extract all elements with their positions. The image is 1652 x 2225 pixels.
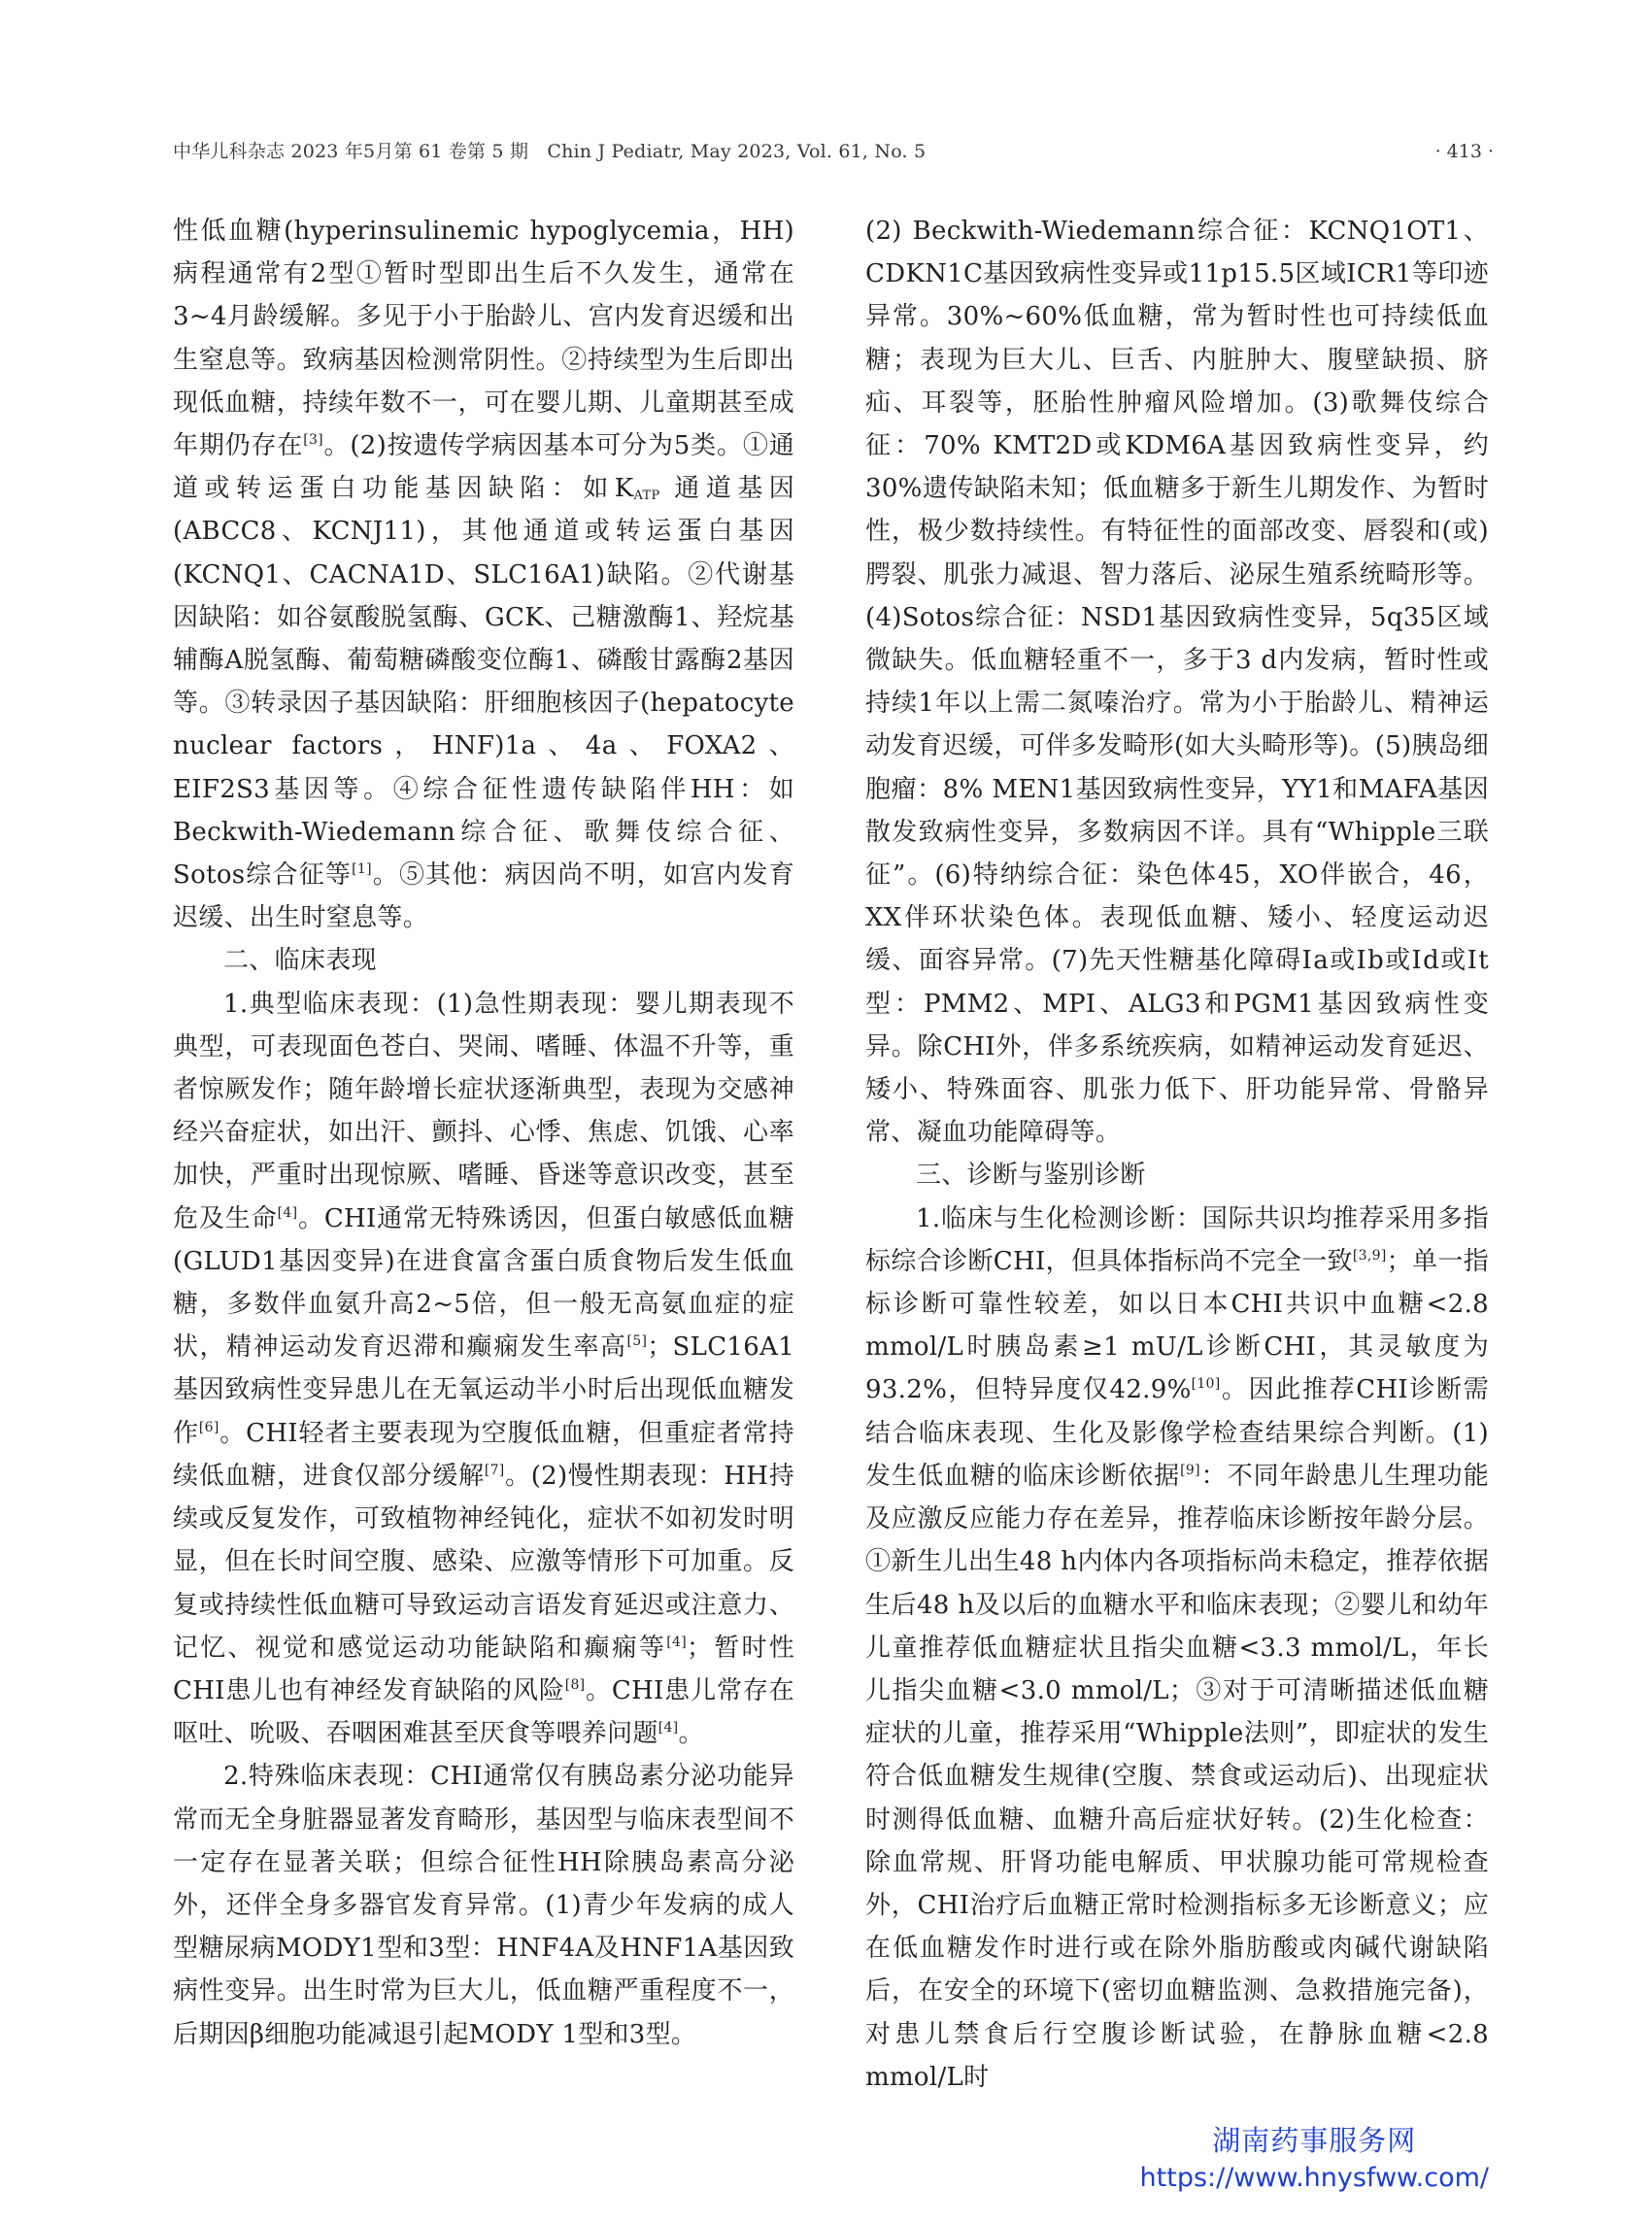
citation: [6] [198, 1419, 219, 1435]
journal-citation: 中华儿科杂志 2023 年5月第 61 卷第 5 期 Chin J Pediatr, May 2023, Vol. 61, No. 5 [173, 141, 927, 162]
section-heading-diagnosis: 三、诊断与鉴别诊断 [916, 1161, 1146, 1191]
text-run: ；单一指标诊断可靠性较差，如以日本CHI共识中血糖<2.8 mmol/L时胰岛素≥1 mU/L诊断CHI，其灵敏度为93.2%，但特异度仅42.9% [865, 1246, 1490, 1405]
citation: [3] [303, 432, 323, 449]
text-run: 。CHI通常无特殊诱因，但蛋白敏感低血糖(GLUD1基因变异)在进食富含蛋白质食物后发生低血糖，多数伴血氨升高2~5倍，但一般无高氨血症的症状，精神运动发育迟滞和癫痫发生率高 [173, 1203, 794, 1363]
text-run: 通道基因(ABCC8、KCNJ11)，其他通道或转运蛋白基因(KCNQ1、CACNA1D、SLC16A1)缺陷。②代谢基因缺陷：如谷氨酸脱氢酶、GCK、己糖激酶1、羟烷基辅酶A脱氢酶、葡萄糖磷酸变位酶1、磷酸甘露酶2基因等。③转录因子基因缺陷：肝细胞核因子(hepatocyte nuclear factors，HNF)1a、4a、FOXA2、EIF2S3基因等。④综合征性遗传缺陷伴HH：如Beckwith-Wiedemann综合征、歌舞伎综合征、Sotos综合征等 [173, 474, 794, 891]
citation: [7] [484, 1462, 505, 1478]
citation: [3,9] [1352, 1247, 1387, 1264]
citation: [9] [1180, 1462, 1200, 1478]
paragraph-typical-presentation [173, 983, 794, 1756]
text-run: ；暂时性CHI患儿也有神经发育缺陷的风险 [173, 1633, 794, 1705]
left-column [173, 210, 794, 2056]
paragraph-hh-classification [173, 210, 794, 939]
text-run: 。⑤其他：病因尚不明，如宫内发育迟缓、出生时窒息等。 [173, 860, 795, 933]
watermark-url[interactable]: https://www.hnysfww.com/ [1139, 2163, 1489, 2193]
text-run: 1.临床与生化检测诊断：国际共识均推荐采用多指标综合诊断CHI，但具体指标尚不完全一致 [865, 1203, 1489, 1276]
right-column [865, 210, 1489, 2099]
paragraph-diagnosis [865, 1197, 1489, 2099]
text-run: ；SLC16A1基因致病性变异患儿在无氧运动半小时后出现低血糖发作 [173, 1332, 794, 1448]
citation: [5] [626, 1333, 648, 1350]
paragraph-syndromes: (2) Beckwith-Wiedemann综合征：KCNQ1OT1、CDKN1C基因致病性变异或11p15.5区域ICR1等印迹异常。30%~60%低血糖，常为暂时性也可持续低血糖；表现为巨大儿、巨舌、内脏肿大、腹壁缺损、脐疝、耳裂等，胚胎性肿瘤风险增加。(3)歌舞伎综合征：70% KMT2D或KDM6A基因致病性变异，约30%遗传缺陷未知；低血糖多于新生儿期发作、为暂时性，极少数持续性。有特征性的面部改变、唇裂和(或)腭裂、肌张力减退、智力落后、泌尿生殖系统畸形等。(4)Sotos综合征：NSD1基因致病性变异，5q35区域微缺失。低血糖轻重不一，多于3 d内发病，暂时性或持续1年以上需二氮嗪治疗。常为小于胎龄儿、精神运动发育迟缓，可伴多发畸形(如大头畸形等)。(5)胰岛细胞瘤：8% MEN1基因致病性变异，YY1和MAFA基因散发致病性变异，多数病因不详。具有“Whipple三联征”。(6)特纳综合征：染色体45，XO伴嵌合，46，XX伴环状染色体。表现低血糖、矮小、轻度运动迟缓、面容异常。(7)先天性糖基化障碍Ⅰa或Ⅰb或Ⅰd或Ⅰt型：PMM2、MPI、ALG3和PGM1基因致病性变异。除CHI外，伴多系统疾病，如精神运动发育延迟、矮小、特殊面容、肌张力低下、肝功能异常、骨骼异常、凝血功能障碍等。 [865, 217, 1489, 1148]
text-run: 。(2)慢性期表现：HH持续或反复发作，可致植物神经钝化，症状不如初发时明显，但在长时间空腹、感染、应激等情形下可加重。反复或持续性低血糖可导致运动言语发育延迟或注意力、记忆、视觉和感觉运动功能缺陷和癫痫等 [173, 1461, 794, 1663]
citation: [10] [1191, 1376, 1221, 1393]
page-number: · 413 · [1434, 141, 1494, 162]
text-run: 。因此推荐CHI诊断需结合临床表现、生化及影像学检查结果综合判断。(1)发生低血糖的临床诊断依据 [865, 1375, 1489, 1491]
text-run: ：不同年龄患儿生理功能及应激反应能力存在差异，推荐临床诊断按年龄分层。①新生儿出生48 h内体内各项指标尚未稳定，推荐依据生后48 h及以后的血糖水平和临床表现；②婴儿和幼年儿童推荐低血糖症状且指尖血糖<3.3 mmol/L，年长儿指尖血糖<3.0 mmol/L；③对于可清晰描述低血糖症状的儿童，推荐采用“Whipple法则”，即症状的发生符合低血糖发生规律(空腹、禁食或运动后)、出现症状时测得低血糖、血糖升高后症状好转。(2)生化检查：除血常规、肝肾功能电解质、甲状腺功能可常规检查外，CHI治疗后血糖正常时检测指标多无诊断意义；应在低血糖发作时进行或在除外脂肪酸或肉碱代谢缺陷后，在安全的环境下(密切血糖监测、急救措施完备)，对患儿禁食后行空腹诊断试验，在静脉血糖<2.8 mmol/L时 [865, 1461, 1489, 2092]
text-run: 。(2)按遗传学病因基本可分为5类。①通道或转运蛋白功能基因缺陷：如K [173, 431, 794, 504]
text-run: 。CHI轻者主要表现为空腹低血糖，但重症者常持续低血糖，进食仅部分缓解 [173, 1418, 794, 1491]
section-heading-clinical: 二、临床表现 [223, 946, 377, 976]
text-run: 。 [678, 1719, 704, 1749]
subscript: ATP [633, 489, 660, 504]
citation: [8] [564, 1676, 586, 1693]
running-head [173, 134, 1494, 169]
text-run: 。CHI患儿常存在呕吐、吮吸、吞咽困难甚至厌食等喂养问题 [173, 1675, 795, 1749]
site-watermark [1140, 2121, 1489, 2197]
text-run: 性低血糖(hyperinsulinemic hypoglycemia，HH)病程通常有2型①暂时型即出生后不久发生，通常在3~4月龄缓解。多见于小于胎龄儿、宫内发育迟缓和出生窒息等。致病基因检测常阴性。②持续型为生后即出现低血糖，持续年数不一，可在婴儿期、儿童期甚至成年期仍存在 [173, 217, 794, 461]
citation: [4] [666, 1634, 687, 1650]
citation: [1] [352, 861, 372, 878]
paragraph-special-presentation: 2.特殊临床表现：CHI通常仅有胰岛素分泌功能异常而无全身脏器显著发育畸形，基因型与临床表型间不一定存在显著关联；但综合征性HH除胰岛素高分泌外，还伴全身多器官发育异常。(1)青少年发病的成人型糖尿病MODY1型和3型：HNF4A及HNF1A基因致病性变异。出生时常为巨大儿，低血糖严重程度不一，后期因β细胞功能减退引起MODY 1型和3型。 [173, 1762, 794, 2049]
watermark-site-name: 湖南药事服务网 [1212, 2124, 1417, 2157]
citation: [4] [657, 1720, 679, 1736]
citation: [4] [277, 1204, 298, 1221]
text-run: 1.典型临床表现：(1)急性期表现：婴儿期表现不典型，可表现面色苍白、哭闹、嗜睡、体温不升等，重者惊厥发作；随年龄增长症状逐渐典型，表现为交感神经兴奋症状，如出汗、颤抖、心悸、焦虑、饥饿、心率加快，严重时出现惊厥、嗜睡、昏迷等意识改变，甚至危及生命 [173, 989, 794, 1233]
